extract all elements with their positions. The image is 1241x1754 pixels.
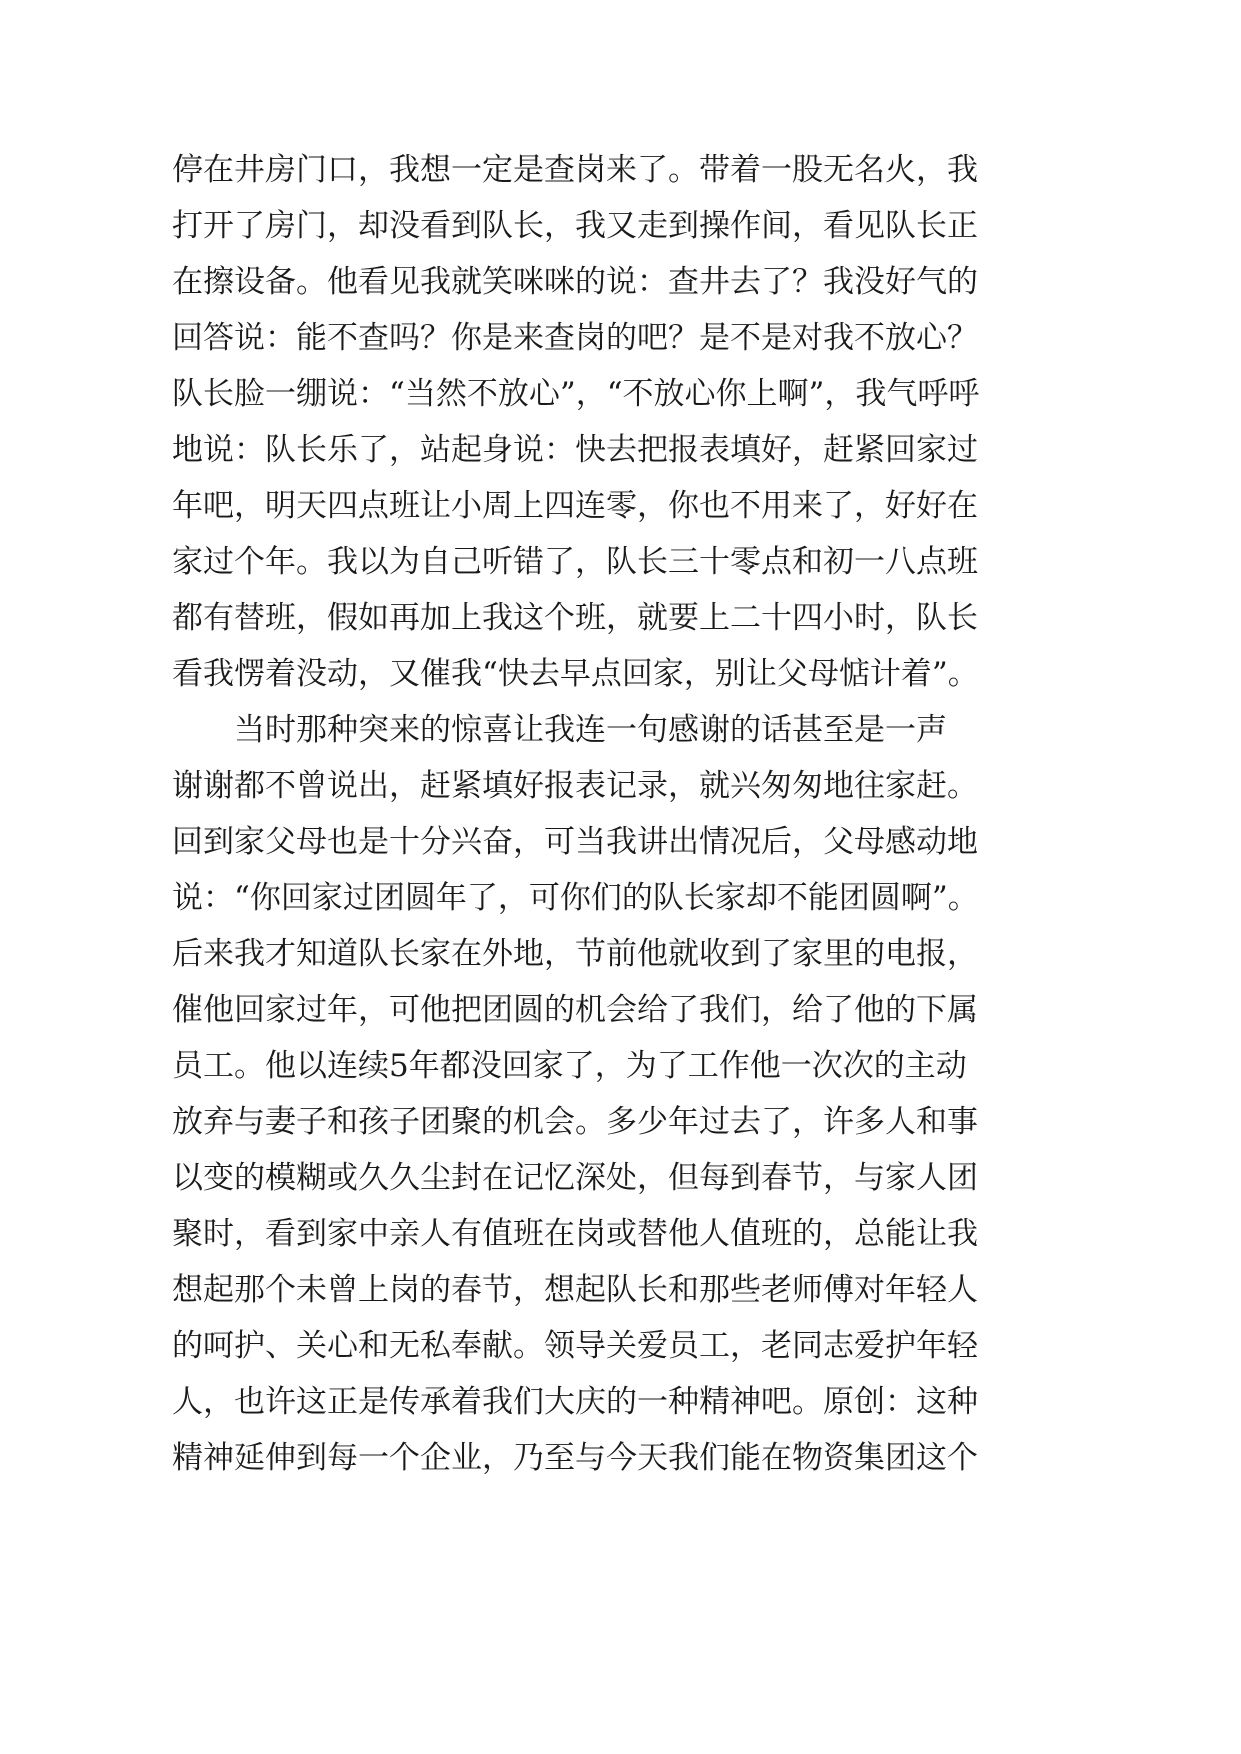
text-line <box>0 421 1241 479</box>
line-text: 年吧，明天四点班让小周上四连零，你也不用来了，好好在 <box>172 488 978 524</box>
line-text: 说：“你回家过团圆年了，可你们的队长家却不能团圆啊”。 <box>172 880 979 916</box>
text-line <box>0 533 1241 591</box>
line-text: 聚时，看到家中亲人有值班在岗或替他人值班的，总能让我 <box>172 1216 978 1252</box>
line-text: 都有替班，假如再加上我这个班，就要上二十四小时，队长 <box>172 600 978 636</box>
line-text: 放弃与妻子和孩子团聚的机会。多少年过去了，许多人和事 <box>172 1104 978 1140</box>
text-line <box>0 477 1241 535</box>
line-text: 回到家父母也是十分兴奋，可当我讲出情况后，父母感动地 <box>172 824 978 860</box>
text-line <box>0 1037 1241 1095</box>
line-text: 谢谢都不曾说出，赶紧填好报表记录，就兴匆匆地往家赶。 <box>172 768 978 804</box>
line-text: 后来我才知道队长家在外地，节前他就收到了家里的电报， <box>172 936 978 972</box>
line-text: 回答说：能不查吗？你是来查岗的吧？是不是对我不放心？ <box>172 320 978 356</box>
text-line <box>0 1373 1241 1431</box>
text-line <box>0 757 1241 815</box>
text-line <box>0 197 1241 255</box>
line-text: 的呵护、关心和无私奉献。领导关爱员工，老同志爱护年轻 <box>172 1328 978 1364</box>
text-line <box>0 925 1241 983</box>
text-line <box>0 1093 1241 1151</box>
line-text: 停在井房门口，我想一定是查岗来了。带着一股无名火，我 <box>172 152 978 188</box>
line-text: 在擦设备。他看见我就笑咪咪的说：查井去了？我没好气的 <box>172 264 978 300</box>
line-text: 人，也许这正是传承着我们大庆的一种精神吧。原创：这种 <box>172 1384 978 1420</box>
line-text: 看我愣着没动，又催我“快去早点回家，别让父母惦计着”。 <box>172 656 979 692</box>
text-line <box>0 1205 1241 1263</box>
text-line <box>0 645 1241 703</box>
text-line <box>0 253 1241 311</box>
text-line <box>0 1317 1241 1375</box>
text-line <box>0 589 1241 647</box>
line-text: 队长脸一绷说：“当然不放心”，“不放心你上啊”，我气呼呼 <box>172 376 980 412</box>
line-text: 打开了房门，却没看到队长，我又走到操作间，看见队长正 <box>172 208 978 244</box>
line-text: 家过个年。我以为自己听错了，队长三十零点和初一八点班 <box>172 544 978 580</box>
text-line <box>0 1149 1241 1207</box>
text-line <box>0 365 1241 423</box>
line-text: 精神延伸到每一个企业，乃至与今天我们能在物资集团这个 <box>172 1440 978 1476</box>
line-text: 当时那种突来的惊喜让我连一句感谢的话甚至是一声 <box>234 712 947 748</box>
text-line <box>0 869 1241 927</box>
text-line <box>0 981 1241 1039</box>
line-text: 催他回家过年，可他把团圆的机会给了我们，给了他的下属 <box>172 992 978 1028</box>
text-line <box>0 309 1241 367</box>
paragraph-first-line <box>0 701 1241 759</box>
line-text: 地说：队长乐了，站起身说：快去把报表填好，赶紧回家过 <box>172 432 978 468</box>
line-text: 想起那个未曾上岗的春节，想起队长和那些老师傅对年轻人 <box>172 1272 978 1308</box>
text-line <box>0 141 1241 199</box>
line-text: 以变的模糊或久久尘封在记忆深处，但每到春节，与家人团 <box>172 1160 978 1196</box>
text-line <box>0 1261 1241 1319</box>
text-line <box>0 1429 1241 1487</box>
line-text: 员工。他以连续5年都没回家了，为了工作他一次次的主动 <box>172 1048 967 1084</box>
text-line <box>0 813 1241 871</box>
